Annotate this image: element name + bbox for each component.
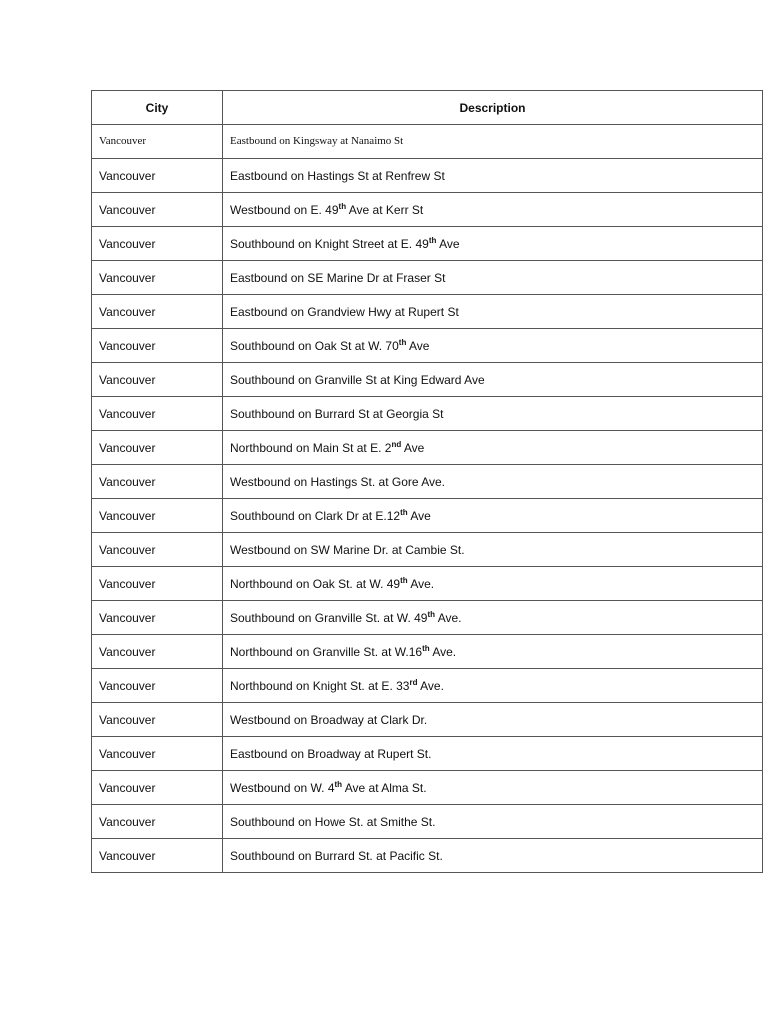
city-cell: Vancouver xyxy=(92,261,223,295)
description-text: Southbound on Clark Dr at E.12 xyxy=(230,508,401,523)
description-cell xyxy=(223,193,763,227)
column-header-city: City xyxy=(92,91,223,125)
description-text: Southbound on Burrard St. at Pacific St. xyxy=(230,848,443,863)
description-text: Ave xyxy=(406,338,430,353)
description-text: Southbound on Granville St. at W. 49 xyxy=(230,610,428,625)
table-row xyxy=(92,227,763,261)
description-cell xyxy=(223,397,763,431)
table-row xyxy=(92,533,763,567)
city-cell: Vancouver xyxy=(92,363,223,397)
ordinal-suffix: th xyxy=(428,235,437,245)
description-cell xyxy=(223,363,763,397)
header-row xyxy=(92,91,763,125)
description-text: Ave at Kerr St xyxy=(346,202,424,217)
description-text: Ave. xyxy=(435,610,462,625)
city-cell: Vancouver xyxy=(92,737,223,771)
description-cell xyxy=(223,465,763,499)
description-text: Eastbound on Grandview Hwy at Rupert St xyxy=(230,304,459,319)
description-cell xyxy=(223,567,763,601)
description-cell xyxy=(223,431,763,465)
description-text: Westbound on W. 4 xyxy=(230,780,335,795)
description-cell xyxy=(223,805,763,839)
description-cell xyxy=(223,499,763,533)
table-row xyxy=(92,839,763,873)
table-row xyxy=(92,295,763,329)
city-cell: Vancouver xyxy=(92,159,223,193)
table-row xyxy=(92,567,763,601)
table-row xyxy=(92,397,763,431)
description-text: Southbound on Howe St. at Smithe St. xyxy=(230,814,436,829)
description-text: Southbound on Burrard St at Georgia St xyxy=(230,406,444,421)
description-cell xyxy=(223,125,763,159)
table-row xyxy=(92,499,763,533)
description-text: Eastbound on Broadway at Rupert St. xyxy=(230,746,432,761)
description-cell xyxy=(223,669,763,703)
ordinal-suffix: th xyxy=(400,575,408,585)
table-row xyxy=(92,465,763,499)
description-cell xyxy=(223,703,763,737)
description-text: Southbound on Oak St at W. 70 xyxy=(230,338,399,353)
ordinal-suffix: th xyxy=(334,779,343,789)
table-row xyxy=(92,805,763,839)
city-cell: Vancouver xyxy=(92,669,223,703)
city-cell: Vancouver xyxy=(92,839,223,873)
description-cell xyxy=(223,601,763,635)
city-cell: Vancouver xyxy=(92,465,223,499)
city-cell: Vancouver xyxy=(92,499,223,533)
description-cell xyxy=(223,771,763,805)
table-row xyxy=(92,703,763,737)
ordinal-suffix: nd xyxy=(391,439,402,449)
ordinal-suffix: th xyxy=(422,643,430,653)
table-row xyxy=(92,771,763,805)
city-cell: Vancouver xyxy=(92,703,223,737)
city-cell: Vancouver xyxy=(92,227,223,261)
description-text: Northbound on Knight St. at E. 33 xyxy=(230,678,410,693)
ordinal-suffix: rd xyxy=(409,677,418,687)
table-row xyxy=(92,261,763,295)
city-cell: Vancouver xyxy=(92,567,223,601)
table-row xyxy=(92,193,763,227)
city-cell: Vancouver xyxy=(92,193,223,227)
ordinal-suffix: th xyxy=(400,507,408,517)
description-text: Ave. xyxy=(407,576,435,591)
table-body xyxy=(92,125,763,873)
description-cell xyxy=(223,159,763,193)
description-text: Eastbound on SE Marine Dr at Fraser St xyxy=(230,270,446,285)
description-cell xyxy=(223,533,763,567)
description-text: Westbound on E. 49 xyxy=(230,202,339,217)
description-text: Ave xyxy=(407,508,431,523)
city-cell: Vancouver xyxy=(92,295,223,329)
ordinal-suffix: th xyxy=(338,201,347,211)
city-cell: Vancouver xyxy=(92,805,223,839)
ordinal-suffix: th xyxy=(398,337,407,347)
description-text: Ave at Alma St. xyxy=(342,780,427,795)
city-cell: Vancouver xyxy=(92,635,223,669)
ordinal-suffix: th xyxy=(427,609,436,619)
table-row xyxy=(92,669,763,703)
description-text: Northbound on Main St at E. 2 xyxy=(230,440,392,455)
description-text: Northbound on Granville St. at W.16 xyxy=(230,644,423,659)
description-cell xyxy=(223,737,763,771)
table-row xyxy=(92,431,763,465)
description-text: Ave xyxy=(401,440,425,455)
description-text: Westbound on Broadway at Clark Dr. xyxy=(230,712,428,727)
description-cell xyxy=(223,839,763,873)
description-text: Westbound on SW Marine Dr. at Cambie St. xyxy=(230,542,465,557)
city-cell: Vancouver xyxy=(92,125,223,159)
table-row xyxy=(92,737,763,771)
table-row xyxy=(92,363,763,397)
city-cell: Vancouver xyxy=(92,431,223,465)
table-row xyxy=(92,601,763,635)
table-header xyxy=(92,91,763,125)
description-cell xyxy=(223,261,763,295)
city-cell: Vancouver xyxy=(92,601,223,635)
column-header-description: Description xyxy=(223,91,763,125)
description-cell xyxy=(223,635,763,669)
description-cell xyxy=(223,295,763,329)
table-row xyxy=(92,329,763,363)
description-text: Ave xyxy=(436,236,460,251)
table-row xyxy=(92,159,763,193)
description-text: Westbound on Hastings St. at Gore Ave. xyxy=(230,474,446,489)
description-text: Southbound on Knight Street at E. 49 xyxy=(230,236,429,251)
description-text: Northbound on Oak St. at W. 49 xyxy=(230,576,401,591)
description-text: Eastbound on Hastings St at Renfrew St xyxy=(230,168,445,183)
table-row xyxy=(92,125,763,159)
description-text: Ave. xyxy=(429,644,457,659)
city-cell: Vancouver xyxy=(92,397,223,431)
description-text: Eastbound on Kingsway at Nanaimo St xyxy=(230,135,404,147)
city-cell: Vancouver xyxy=(92,329,223,363)
description-text: Ave. xyxy=(417,678,444,693)
table-row xyxy=(92,635,763,669)
city-cell: Vancouver xyxy=(92,533,223,567)
description-cell xyxy=(223,329,763,363)
description-text: Southbound on Granville St at King Edward Ave xyxy=(230,372,485,387)
city-cell: Vancouver xyxy=(92,771,223,805)
intersection-table xyxy=(91,90,763,873)
description-cell xyxy=(223,227,763,261)
